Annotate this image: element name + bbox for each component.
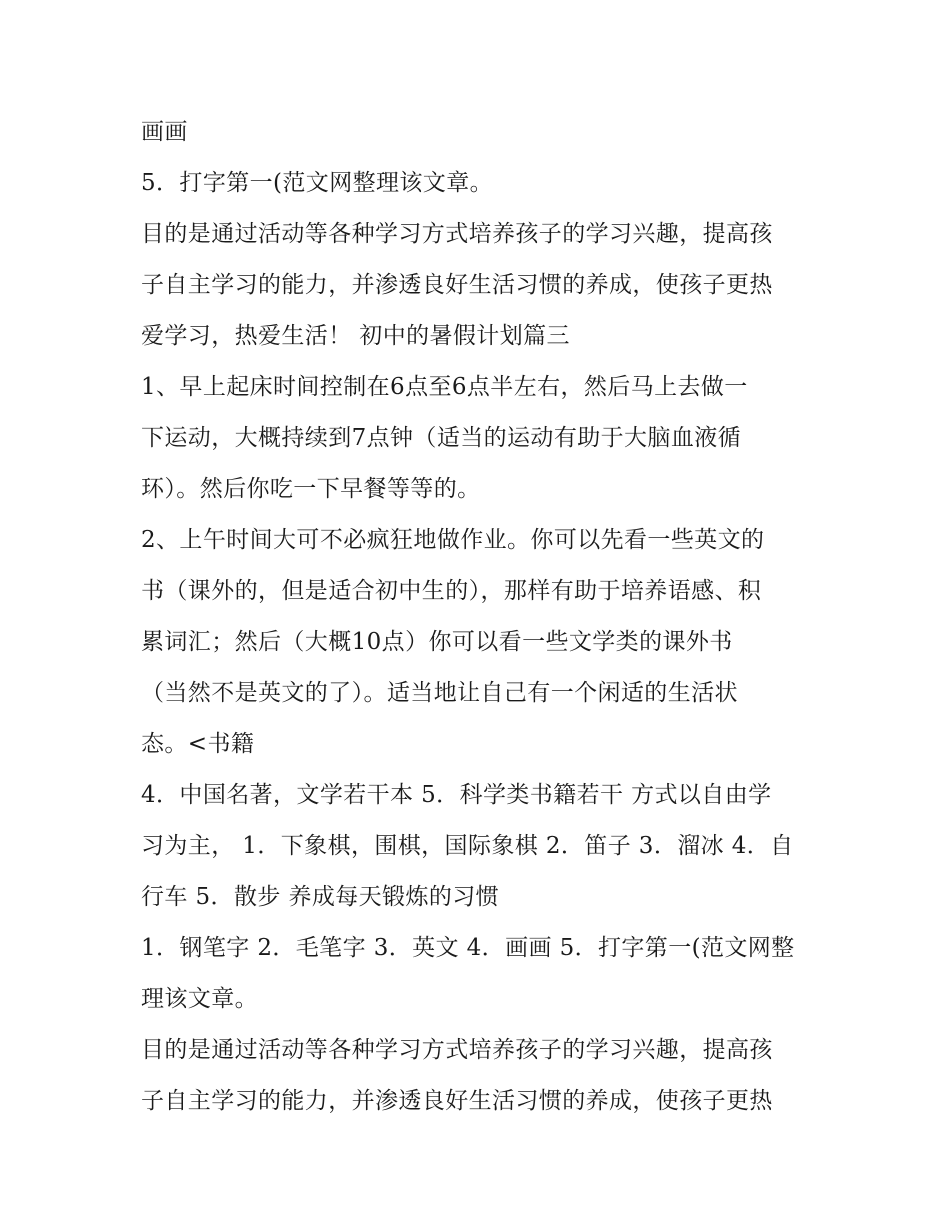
text-line: 理该文章。 xyxy=(141,986,258,1012)
text-line: 子自主学习的能力，并渗透良好生活习惯的养成，使孩子更热 xyxy=(141,272,773,298)
document-page xyxy=(141,107,821,1127)
text-line: 行车 5．散步 养成每天锻炼的习惯 xyxy=(141,884,500,910)
text-line: 目的是通过活动等各种学习方式培养孩子的学习兴趣，提高孩 xyxy=(141,1037,773,1063)
text-line: 2、上午时间大可不必疯狂地做作业。你可以先看一些英文的 xyxy=(141,527,765,553)
text-line: 目的是通过活动等各种学习方式培养孩子的学习兴趣，提高孩 xyxy=(141,221,773,247)
text-line: 书（课外的，但是适合初中生的），那样有助于培养语感、积 xyxy=(141,578,762,604)
text-line: 4．中国名著，文学若干本 5．科学类书籍若干 方式以自由学 xyxy=(141,782,772,808)
text-line: 爱学习，热爱生活！ 初中的暑假计划篇三 xyxy=(141,323,570,349)
text-line: 累词汇；然后（大概10点）你可以看一些文学类的课外书 xyxy=(141,629,733,655)
text-line: （当然不是英文的了）。适当地让自己有一个闲适的生活状 xyxy=(141,680,738,706)
text-line: 5．打字第一(范文网整理该文章。 xyxy=(141,170,494,196)
text-line: 下运动，大概持续到7点钟（适当的运动有助于大脑血液循 xyxy=(141,425,742,451)
text-line: 1．钢笔字 2．毛笔字 3．英文 4．画画 5．打字第一(范文网整 xyxy=(141,935,795,961)
text-line: 画画 xyxy=(141,119,188,145)
text-line: 环）。然后你吃一下早餐等等的。 xyxy=(141,476,481,502)
text-line: 习为主， 1．下象棋，围棋，国际象棋 2．笛子 3．溜冰 4．自 xyxy=(141,833,794,859)
text-line: 子自主学习的能力，并渗透良好生活习惯的养成，使孩子更热 xyxy=(141,1088,773,1114)
text-line: 态。<书籍 xyxy=(141,731,255,757)
text-line: 1、早上起床时间控制在6点至6点半左右，然后马上去做一 xyxy=(141,374,748,400)
